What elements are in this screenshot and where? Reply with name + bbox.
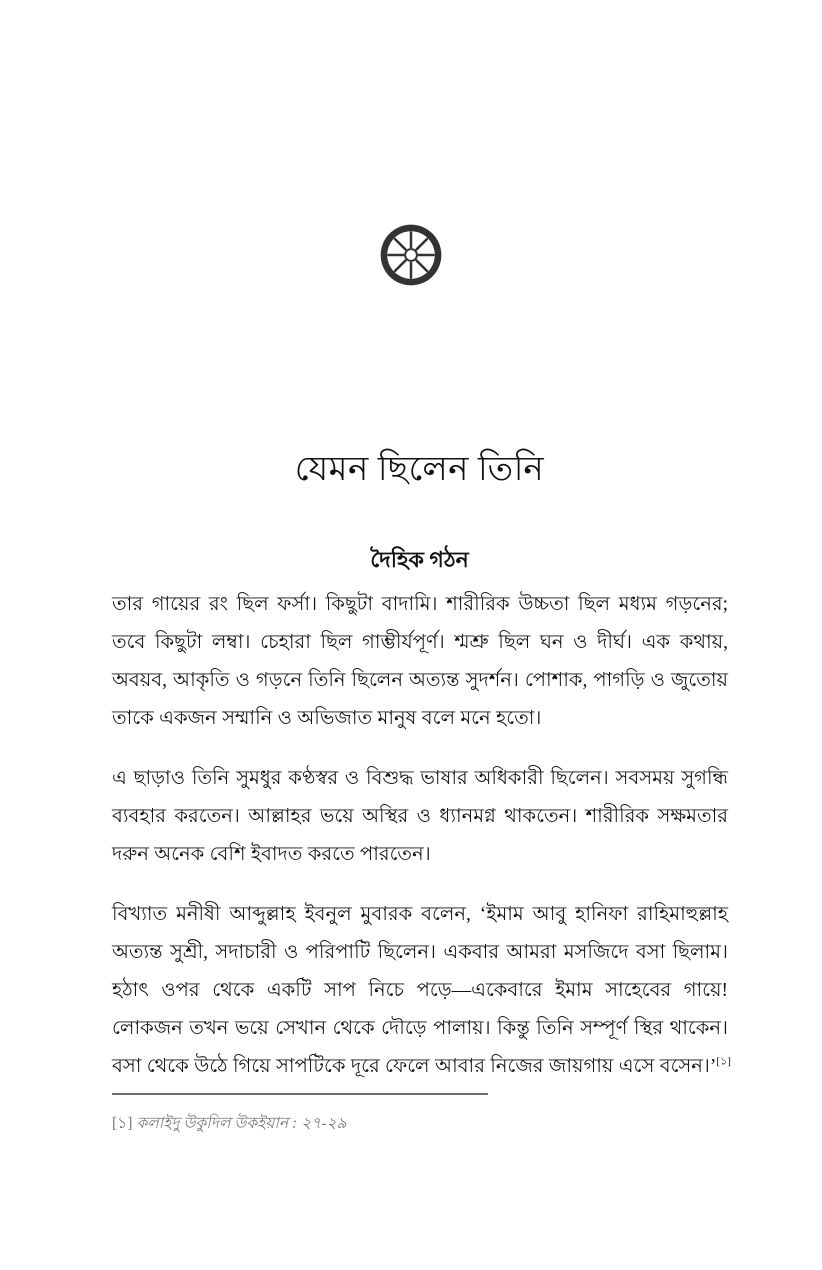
paragraph-3	[112, 896, 731, 1086]
footnote-number: [১]	[112, 1115, 133, 1132]
footnote-reference-marker[interactable]: [১]	[716, 1055, 731, 1068]
text-line: তার গায়ের রং ছিল ফর্সা। কিছুটা বাদামি। শারীরিক উচ্চতা ছিল মধ্যম গড়নের;	[112, 594, 728, 615]
text-line: এ ছাড়াও তিনি সুমধুর কণ্ঠস্বর ও বিশুদ্ধ ভাষার অধিকারী ছিলেন। সবসময় সুগন্ধি	[112, 768, 728, 789]
rosette-wheel-ornament-icon	[378, 222, 444, 288]
text-line: বসা থেকে উঠে গিয়ে সাপটিকে দূরে ফেলে আবার নিজের জায়গায় এসে বসেন।’	[112, 1056, 717, 1077]
text-line-with-footnote-ref	[112, 1048, 731, 1086]
ornament-container	[0, 222, 822, 288]
text-line: বিখ্যাত মনীষী আব্দুল্লাহ ইবনুল মুবারক বলেন, ‘ইমাম আবু হানিফা রাহিমাহুল্লাহ	[112, 904, 728, 925]
text-line: ব্যবহার করতেন। আল্লাহর ভয়ে অস্থির ও ধ্যানমগ্ন থাকতেন। শারীরিক সক্ষমতার	[112, 806, 728, 827]
footnote-separator-rule	[112, 1093, 488, 1095]
paragraph-1	[112, 586, 728, 738]
text-line: তবে কিছুটা লম্বা। চেহারা ছিল গাম্ভীর্যপূর্ণ। শ্মশ্রু ছিল ঘন ও দীর্ঘ। এক কথায়,	[112, 632, 728, 653]
text-line: অত্যন্ত সুশ্রী, সদাচারী ও পরিপাটি ছিলেন। একবার আমরা মসজিদে বসা ছিলাম।	[112, 942, 728, 963]
chapter-title: যেমন ছিলেন তিনি	[294, 450, 545, 488]
text-line: হঠাৎ ওপর থেকে একটি সাপ নিচে পড়ে—একেবারে ইমাম সাহেবের গায়ে!	[112, 980, 728, 1001]
footnote-text: কলাইদু উকুদিল উকইয়ান : ২৭-২৯	[136, 1115, 347, 1132]
section-heading: দৈহিক গঠন	[370, 547, 469, 573]
text-line: তাকে একজন সম্মানি ও অভিজাত মানুষ বলে মনে হতো।	[112, 708, 542, 729]
text-line: দরুন অনেক বেশি ইবাদত করতে পারতেন।	[112, 844, 431, 865]
text-line: অবয়ব, আকৃতি ও গড়নে তিনি ছিলেন অত্যন্ত সুদর্শন। পোশাক, পাগড়ি ও জুতোয়	[112, 670, 728, 691]
footnote	[112, 1112, 728, 1137]
text-line: লোকজন তখন ভয়ে সেখান থেকে দৌড়ে পালায়। কিন্তু তিনি সম্পূর্ণ স্থির থাকেন।	[112, 1018, 728, 1039]
paragraph-2	[112, 760, 728, 874]
body-text-block	[112, 586, 731, 1086]
